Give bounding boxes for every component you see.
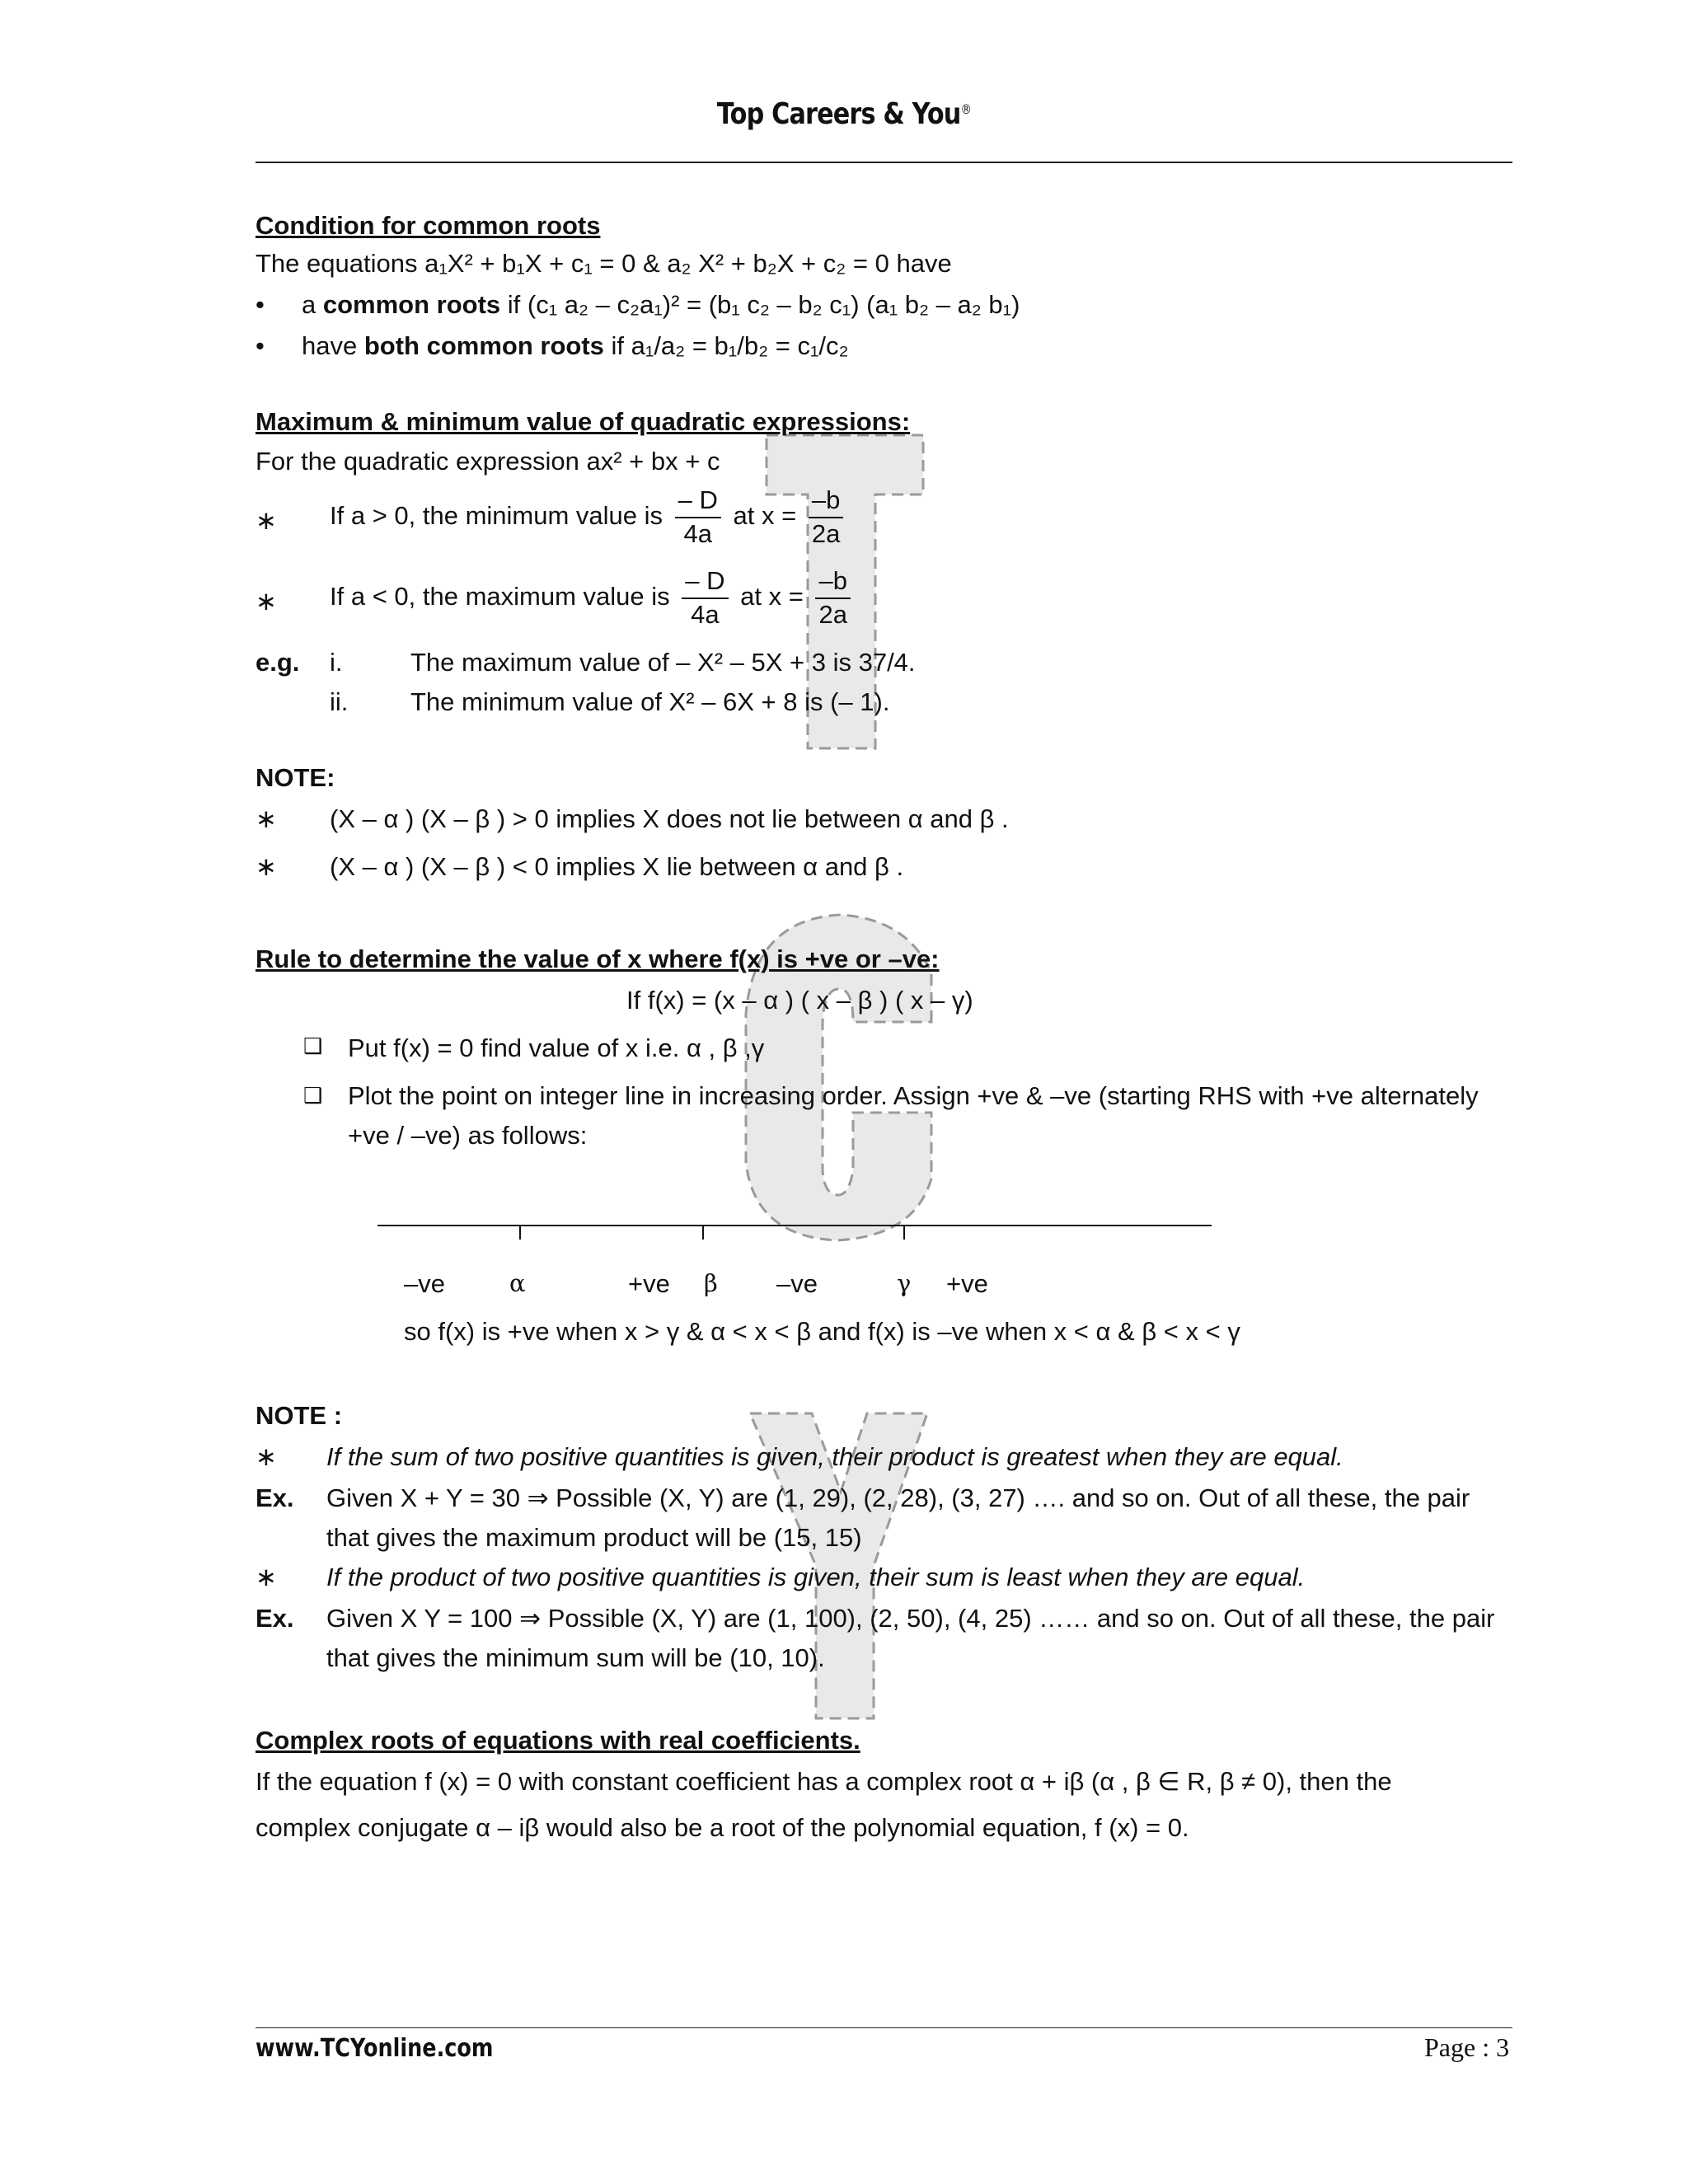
quadratic-intro: For the quadratic expression ax² + bx + c [256, 447, 720, 476]
section-heading-sign-rule: Rule to determine the value of x where f(x) is +ve or –ve: [256, 944, 940, 973]
ex-label: Ex. [256, 1604, 294, 1633]
number-line [377, 1225, 1212, 1226]
eg-index: ii. [330, 687, 349, 716]
eg-index: i. [330, 648, 343, 677]
eg-max-example: The maximum value of – X² – 5X + 3 is 37/4. [410, 648, 916, 677]
min-value-rule: If a > 0, the minimum value is $\frac{- D}{4a}$ at x = $\frac{-b}{2a}$ [330, 485, 848, 551]
eg-min-example: The minimum value of X² – 6X + 8 is (– 1). [410, 687, 890, 716]
product-sum-principle: If the product of two positive quantities is given, their sum is least when they are equal. [326, 1563, 1306, 1591]
root-alpha-label: α [509, 1269, 526, 1297]
star-bullet: ∗ [256, 587, 277, 616]
section-heading-max-min: Maximum & minimum value of quadratic expressions: [256, 407, 911, 436]
step-plot-line-1: Plot the point on integer line in increasing order. Assign +ve & –ve (starting RHS with +ve alternately [348, 1081, 1479, 1110]
root-beta-label: β [704, 1269, 718, 1297]
star-bullet: ∗ [256, 506, 277, 535]
common-roots-intro: The equations a₁X² + b₁X + c₁ = 0 & a₂ X² + b₂X + c₂ = 0 have [256, 249, 952, 278]
step-plot-line-2: +ve / –ve) as follows: [348, 1121, 588, 1150]
sign-positive: +ve [628, 1269, 670, 1298]
tick-beta [702, 1225, 704, 1240]
note-outside-roots: (X – α ) (X – β ) > 0 implies X does not lie between α and β . [330, 804, 1009, 833]
complex-root-line-2: complex conjugate α – iβ would also be a root of the polynomial equation, f (x) = 0. [256, 1813, 1189, 1842]
star-bullet: ∗ [256, 1563, 277, 1591]
bullet: • [256, 331, 265, 360]
ex-label: Ex. [256, 1483, 294, 1512]
sign-conclusion: so f(x) is +ve when x > γ & α < x < β and f(x) is –ve when x < α & β < x < γ [404, 1317, 1240, 1346]
sum-product-principle: If the sum of two positive quantities is given, their product is greatest when they are equal. [326, 1442, 1343, 1471]
max-value-rule: If a < 0, the maximum value is $\frac{- D}{4a}$ at x = $\frac{-b}{2a}$ [330, 565, 856, 631]
note-heading: NOTE : [256, 1401, 343, 1430]
section-heading-complex-roots: Complex roots of equations with real coefficients. [256, 1726, 860, 1755]
factored-function: If f(x) = (x – α ) ( x – β ) ( x – γ) [626, 986, 973, 1015]
header-brand: Top Careers & You® [716, 97, 972, 131]
footer-url-link[interactable]: www.TCYonline.com [256, 2034, 494, 2063]
page-number: Page : 3 [1424, 2032, 1510, 2062]
section-heading-common-roots: Condition for common roots [256, 211, 601, 240]
sum-example-line-1: Given X + Y = 30 ⇒ Possible (X, Y) are (1, 29), (2, 28), (3, 27) …. and so on. Out of all these, the pair [326, 1483, 1470, 1512]
header-rule [256, 162, 1512, 163]
product-example-line-1: Given X Y = 100 ⇒ Possible (X, Y) are (1, 100), (2, 50), (4, 25) …… and so on. Out of all these, the pair [326, 1604, 1495, 1633]
star-bullet: ∗ [256, 852, 277, 881]
bullet: • [256, 290, 265, 319]
sign-negative: –ve [404, 1269, 445, 1298]
star-bullet: ∗ [256, 804, 277, 833]
step-find-roots: Put f(x) = 0 find value of x i.e. α , β ,γ [348, 1033, 765, 1062]
checkbox-bullet: ❑ [303, 1083, 323, 1108]
eg-label: e.g. [256, 648, 300, 677]
product-example-line-2: that gives the minimum sum will be (10, 10). [326, 1643, 825, 1672]
tick-gamma [903, 1225, 905, 1240]
both-roots-condition: have both common roots if a₁/a₂ = b₁/b₂ = c₁/c₂ [302, 331, 849, 360]
footer-rule [256, 2027, 1512, 2028]
note-between-roots: (X – α ) (X – β ) < 0 implies X lie between α and β . [330, 852, 904, 881]
note-heading: NOTE: [256, 763, 335, 792]
complex-root-line-1: If the equation f (x) = 0 with constant coefficient has a complex root α + iβ (α , β ∈ R, β ≠ 0), then the [256, 1767, 1392, 1796]
checkbox-bullet: ❑ [303, 1033, 323, 1058]
root-gamma-label: γ [897, 1269, 912, 1297]
sign-negative: –ve [776, 1269, 818, 1298]
tick-alpha [519, 1225, 521, 1240]
common-root-condition: a common roots if (c₁ a₂ – c₂a₁)² = (b₁ c₂ – b₂ c₁) (a₁ b₂ – a₂ b₁) [302, 290, 1020, 319]
sign-positive: +ve [946, 1269, 988, 1298]
star-bullet: ∗ [256, 1442, 277, 1471]
sum-example-line-2: that gives the maximum product will be (15, 15) [326, 1523, 862, 1552]
